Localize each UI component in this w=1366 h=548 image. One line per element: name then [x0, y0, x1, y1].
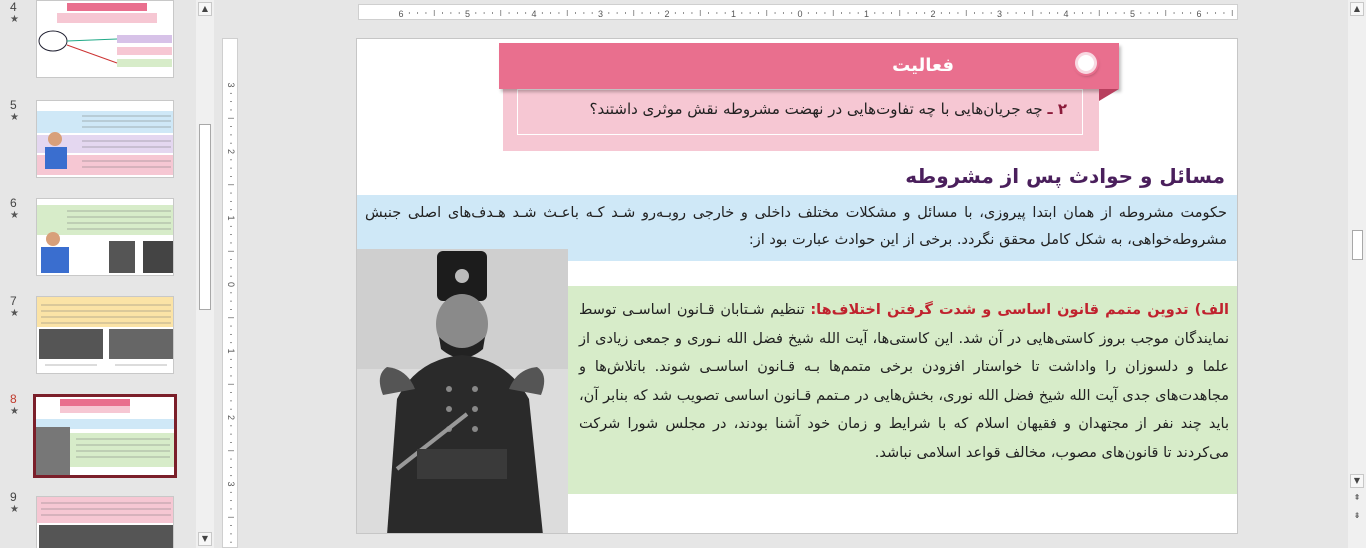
ruler-number: 5 — [1129, 9, 1136, 19]
historical-portrait-photo[interactable] — [357, 249, 568, 534]
scroll-thumb[interactable] — [1352, 230, 1363, 260]
animation-star-icon: ★ — [10, 504, 19, 515]
ruler-number: 3 — [226, 481, 236, 487]
animation-star-icon: ★ — [10, 406, 19, 417]
slide-preview[interactable] — [36, 0, 174, 78]
detail-body: تنظیم شـتابان قـانون اساسـی توسط نمایندگان موجب بروز کاستی‌هایی در آن شد. این کاستی‌ها، آیت الله شیخ فضل الله نـوری و جمعی زیادی از علما و دلسوزان را واداشت تا خواستار افزودن برخی متمم‌ها بـه قـانون اساسـی شوند. باتلاش‌ها و مجاهدت‌های جدی آیت الله شیخ فضل الله نوری، بخش‌هایی در مـتمم قـانون اساسی تصویب شد که بنابر آن، باید چند نفر از مجتهدان و فقیهان اسلام که با شرایط و زمان خود آشنا بودند، در مجلس شورا شرکت می‌کردند تا قانون‌های مصوب، مخالف قواعد اسلامی نباشد. — [579, 302, 1229, 461]
ruler-number: 3 — [597, 9, 604, 19]
question-body: چه جریان‌هایی با چه تفاوت‌هایی در نهضت مشروطه نقش موثری داشتند؟ — [589, 100, 1043, 118]
question-number: ۲ ـ — [1047, 100, 1067, 118]
slide-9-preview-graphic — [37, 497, 174, 548]
slide-preview[interactable] — [36, 100, 174, 178]
slide-number: 9 — [10, 490, 17, 504]
ruler-number: 3 — [996, 9, 1003, 19]
scroll-up-arrow-icon[interactable]: ▲ — [1350, 2, 1364, 16]
slide-canvas[interactable] — [356, 38, 1238, 534]
activity-banner[interactable] — [499, 43, 1119, 89]
slide-5-preview-graphic — [37, 101, 174, 178]
scroll-thumb[interactable] — [199, 124, 211, 310]
ruler-number: 2 — [930, 9, 936, 19]
detail-text[interactable] — [579, 296, 1229, 468]
horizontal-ruler-ticks — [359, 5, 1239, 21]
animation-star-icon: ★ — [10, 112, 19, 123]
ruler-number: 0 — [797, 9, 803, 19]
slide-preview[interactable] — [36, 198, 174, 276]
scroll-down-arrow-icon[interactable]: ▼ — [1350, 474, 1364, 488]
ribbon-fold — [1099, 89, 1119, 101]
slide-thumbnail-pane — [0, 0, 196, 548]
slide-number: 5 — [10, 98, 17, 112]
slide-8-preview-graphic — [36, 397, 174, 475]
slide-6-preview-graphic — [37, 199, 174, 276]
portrait-image — [357, 249, 568, 534]
animation-star-icon: ★ — [10, 308, 19, 319]
ruler-number: 3 — [226, 82, 236, 88]
scroll-up-arrow-icon[interactable]: ▲ — [198, 2, 212, 16]
horizontal-ruler[interactable] — [358, 4, 1238, 20]
ruler-number: 1 — [226, 215, 236, 221]
slide-preview[interactable] — [33, 394, 177, 478]
ruler-number: 2 — [664, 9, 670, 19]
question-text[interactable] — [589, 100, 1067, 118]
ruler-number: 4 — [531, 9, 537, 19]
next-slide-icon[interactable]: ⇟ — [1353, 511, 1361, 520]
slide-number: 7 — [10, 294, 17, 308]
vertical-ruler-ticks — [223, 39, 239, 548]
previous-slide-icon[interactable]: ⇞ — [1353, 493, 1361, 502]
ruler-number: 2 — [226, 414, 236, 421]
animation-star-icon: ★ — [10, 210, 19, 221]
ruler-number: 0 — [226, 281, 236, 288]
vertical-ruler[interactable] — [222, 38, 238, 548]
ruler-number: 6 — [1196, 9, 1202, 19]
ruler-number: 1 — [730, 9, 737, 19]
slide-7-preview-graphic — [37, 297, 174, 374]
slide-preview[interactable] — [36, 496, 174, 548]
slide-number: 4 — [10, 0, 17, 14]
slide-preview[interactable] — [36, 296, 174, 374]
bullet-circle-icon — [1075, 52, 1097, 74]
detail-heading: الف) تدوین متمم قانون اساسی و شدت گرفتن اختلاف‌ها: — [810, 302, 1229, 318]
slide-4-preview-graphic — [37, 1, 174, 78]
editor-scrollbar[interactable] — [1348, 0, 1366, 548]
thumbnail-scrollbar[interactable] — [196, 0, 214, 548]
activity-title: فعالیت — [892, 55, 954, 76]
ruler-number: 5 — [464, 9, 471, 19]
slide-number: 6 — [10, 196, 17, 210]
intro-text[interactable]: حکومت مشروطه از همان ابتدا پیروزی، با مسائل و مشکلات مختلف داخلی و خارجی روبـه‌رو شـد کـه باعـث شـد هـدف‌های اصلی جنبش مشروطه‌خواهی، به شکل کامل محقق نگردد. برخی از این حوادث عبارت بود از: — [365, 205, 1227, 248]
section-title[interactable]: مسائل و حوادث پس از مشروطه — [905, 164, 1225, 188]
ruler-number: 2 — [226, 148, 236, 155]
ruler-number: 1 — [863, 9, 870, 19]
scroll-down-arrow-icon[interactable]: ▼ — [198, 532, 212, 546]
ruler-number: 6 — [398, 9, 404, 19]
animation-star-icon: ★ — [10, 14, 19, 25]
ruler-number: 1 — [226, 348, 236, 354]
ruler-number: 4 — [1063, 9, 1069, 19]
slide-number: 8 — [10, 392, 17, 406]
